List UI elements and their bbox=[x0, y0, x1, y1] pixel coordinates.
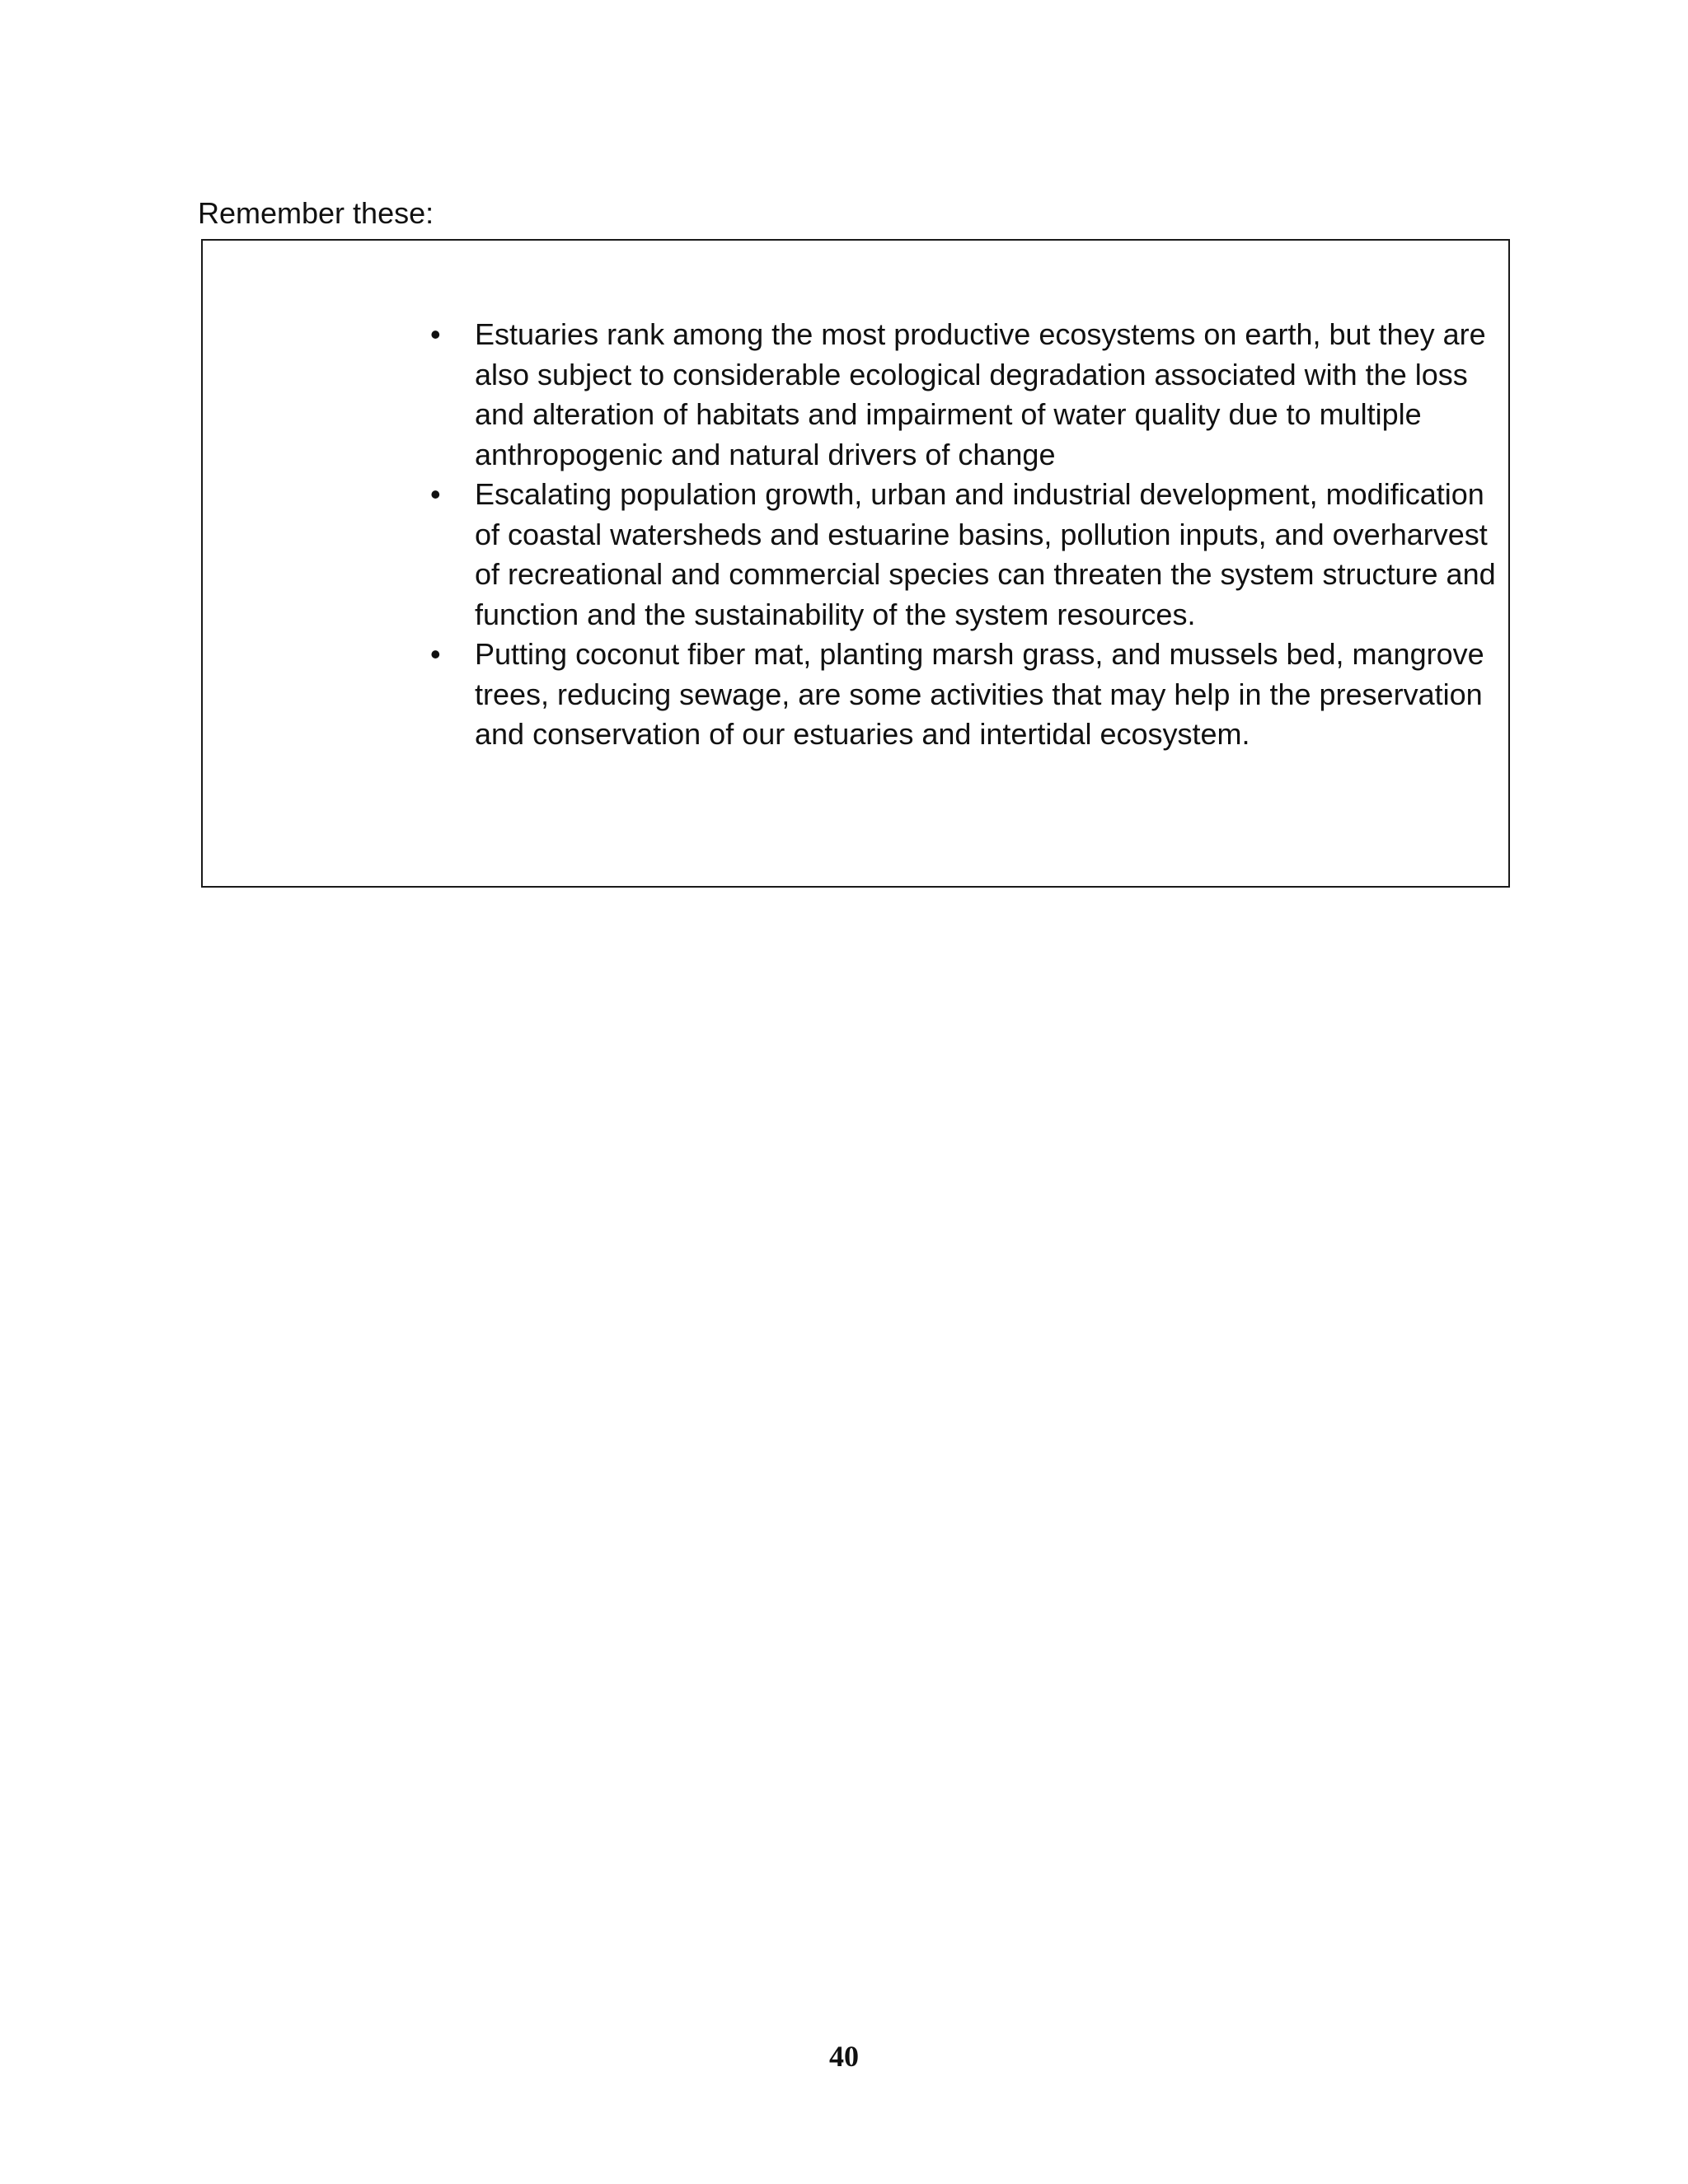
bullet-list bbox=[425, 315, 1497, 755]
bullet-text: Putting coconut fiber mat, planting marsh grass, and mussels bed, mangrove trees, reducing sewage, are some activities that may help in the preservation and conservation of our estuaries and intertidal ecosystem. bbox=[475, 637, 1484, 751]
list-item bbox=[425, 475, 1497, 635]
bullet-icon: • bbox=[430, 317, 441, 351]
list-item bbox=[425, 315, 1497, 475]
bullet-text: Estuaries rank among the most productive ecosystems on earth, but they are also subject to considerable ecological degradation associated with the loss and alteration of habitats and impairment of water quality due to multiple anthropogenic and natural drivers of change bbox=[475, 317, 1486, 471]
bullet-text: Escalating population growth, urban and industrial development, modification of coastal watersheds and estuarine basins, pollution inputs, and overharvest of recreational and commercial species can threaten the system structure and function and the sustainability of the system resources. bbox=[475, 477, 1496, 631]
summary-box bbox=[201, 239, 1510, 888]
list-item bbox=[425, 635, 1497, 755]
page-number: 40 bbox=[829, 2040, 859, 2073]
section-heading: Remember these: bbox=[198, 196, 434, 230]
bullet-icon: • bbox=[430, 477, 441, 511]
bullet-icon: • bbox=[430, 637, 441, 671]
